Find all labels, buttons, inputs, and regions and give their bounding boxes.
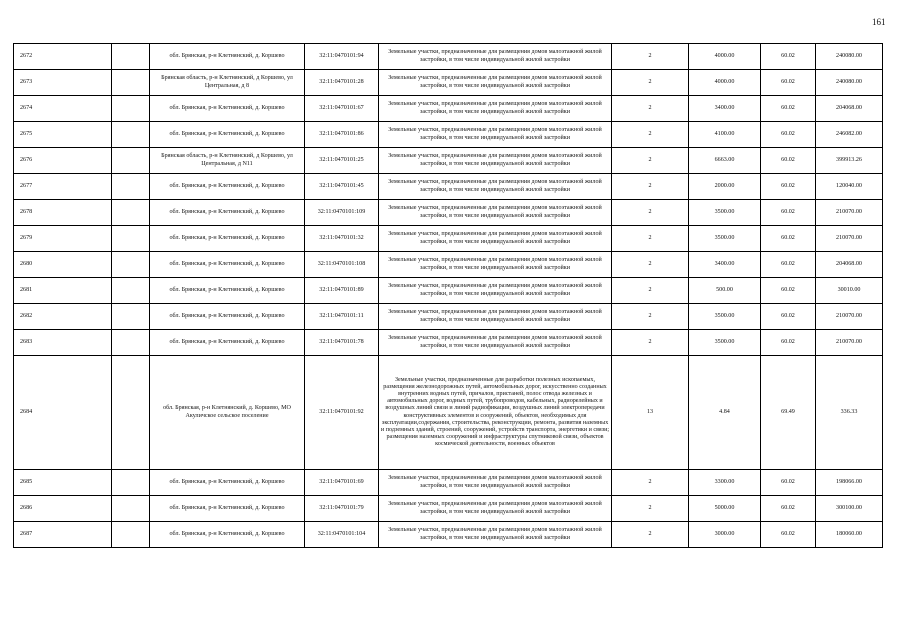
address-cell: обл. Брянская, р-н Клетнянский, д. Коршево [150, 252, 305, 278]
area-cell: 4.84 [689, 356, 761, 470]
cadastral-number-cell: 32:11:0470101:89 [305, 278, 379, 304]
cadastral-value-cell: 210070.00 [816, 200, 883, 226]
spacer-cell [112, 356, 150, 470]
address-cell: обл. Брянская, р-н Клетнянский, д. Коршево [150, 226, 305, 252]
table-row [14, 200, 883, 226]
cadastral-number-cell: 32:11:0470101:109 [305, 200, 379, 226]
row-number: 2678 [14, 200, 112, 226]
area-cell: 5000.00 [689, 496, 761, 522]
specific-value-cell: 60.02 [761, 148, 816, 174]
land-use-cell: Земельные участки, предназначенные для размещения домов малоэтажной жилой застройки, в том числе индивидуальной жилой застройки [379, 496, 612, 522]
area-cell: 6663.00 [689, 148, 761, 174]
cadastral-number-cell: 32:11:0470101:79 [305, 496, 379, 522]
land-use-cell: Земельные участки, предназначенные для размещения домов малоэтажной жилой застройки, в том числе индивидуальной жилой застройки [379, 122, 612, 148]
address-cell: обл. Брянская, р-н Клетнянский, д. Коршево [150, 470, 305, 496]
cadastral-number-cell: 32:11:0470101:86 [305, 122, 379, 148]
area-cell: 3400.00 [689, 96, 761, 122]
land-use-cell: Земельные участки, предназначенные для размещения домов малоэтажной жилой застройки, в том числе индивидуальной жилой застройки [379, 470, 612, 496]
row-number: 2687 [14, 522, 112, 548]
address-cell: обл. Брянская, р-н Клетнянский, д. Коршево [150, 304, 305, 330]
row-number: 2677 [14, 174, 112, 200]
area-cell: 3500.00 [689, 226, 761, 252]
land-use-cell: Земельные участки, предназначенные для размещения домов малоэтажной жилой застройки, в том числе индивидуальной жилой застройки [379, 200, 612, 226]
cadastral-value-cell: 204068.00 [816, 96, 883, 122]
spacer-cell [112, 330, 150, 356]
spacer-cell [112, 44, 150, 70]
cadastral-number-cell: 32:11:0470101:32 [305, 226, 379, 252]
area-cell: 3300.00 [689, 470, 761, 496]
group-number-cell: 2 [612, 252, 689, 278]
group-number-cell: 2 [612, 70, 689, 96]
group-number-cell: 2 [612, 148, 689, 174]
group-number-cell: 2 [612, 226, 689, 252]
row-number: 2673 [14, 70, 112, 96]
table-row [14, 278, 883, 304]
specific-value-cell: 69.49 [761, 356, 816, 470]
group-number-cell: 2 [612, 44, 689, 70]
specific-value-cell: 60.02 [761, 200, 816, 226]
cadastral-value-cell: 210070.00 [816, 330, 883, 356]
spacer-cell [112, 70, 150, 96]
address-cell: обл. Брянская, р-н Клетнянский, д. Коршево, МО Акуличское сельское поселение [150, 356, 305, 470]
table-row [14, 96, 883, 122]
area-cell: 4000.00 [689, 70, 761, 96]
row-number: 2676 [14, 148, 112, 174]
cadastral-number-cell: 32:11:0470101:108 [305, 252, 379, 278]
spacer-cell [112, 96, 150, 122]
spacer-cell [112, 200, 150, 226]
table-row [14, 522, 883, 548]
row-number: 2686 [14, 496, 112, 522]
table-row [14, 174, 883, 200]
area-cell: 4100.00 [689, 122, 761, 148]
cadastral-number-cell: 32:11:0470101:92 [305, 356, 379, 470]
land-use-cell: Земельные участки, предназначенные для размещения домов малоэтажной жилой застройки, в том числе индивидуальной жилой застройки [379, 304, 612, 330]
land-use-cell: Земельные участки, предназначенные для размещения домов малоэтажной жилой застройки, в том числе индивидуальной жилой застройки [379, 96, 612, 122]
area-cell: 3000.00 [689, 522, 761, 548]
address-cell: обл. Брянская, р-н Клетнянский, д. Коршево [150, 330, 305, 356]
address-cell: обл. Брянская, р-н Клетнянский, д. Коршево [150, 278, 305, 304]
spacer-cell [112, 470, 150, 496]
address-cell: Брянская область, р-н Клетнянский, д Коршево, ул Центральная, д N11 [150, 148, 305, 174]
cadastral-number-cell: 32:11:0470101:104 [305, 522, 379, 548]
cadastral-number-cell: 32:11:0470101:45 [305, 174, 379, 200]
specific-value-cell: 60.02 [761, 330, 816, 356]
address-cell: обл. Брянская, р-н Клетнянский, д. Коршево [150, 96, 305, 122]
spacer-cell [112, 278, 150, 304]
specific-value-cell: 60.02 [761, 278, 816, 304]
group-number-cell: 2 [612, 96, 689, 122]
land-use-cell: Земельные участки, предназначенные для размещения домов малоэтажной жилой застройки, в том числе индивидуальной жилой застройки [379, 226, 612, 252]
cadastral-value-cell: 180060.00 [816, 522, 883, 548]
cadastral-number-cell: 32:11:0470101:69 [305, 470, 379, 496]
cadastral-value-cell: 30010.00 [816, 278, 883, 304]
spacer-cell [112, 122, 150, 148]
area-cell: 500.00 [689, 278, 761, 304]
table-row [14, 122, 883, 148]
table-row [14, 496, 883, 522]
cadastral-value-cell: 240080.00 [816, 44, 883, 70]
specific-value-cell: 60.02 [761, 252, 816, 278]
spacer-cell [112, 174, 150, 200]
table-row [14, 356, 883, 470]
cadastral-number-cell: 32:11:0470101:25 [305, 148, 379, 174]
group-number-cell: 2 [612, 200, 689, 226]
cadastral-value-cell: 399913.26 [816, 148, 883, 174]
table-row [14, 44, 883, 70]
spacer-cell [112, 304, 150, 330]
land-use-cell: Земельные участки, предназначенные для размещения домов малоэтажной жилой застройки, в том числе индивидуальной жилой застройки [379, 44, 612, 70]
specific-value-cell: 60.02 [761, 522, 816, 548]
address-cell: Брянская область, р-н Клетнянский, д Коршево, ул Центральная, д 8 [150, 70, 305, 96]
cadastral-value-cell: 336.33 [816, 356, 883, 470]
area-cell: 3500.00 [689, 330, 761, 356]
cadastral-number-cell: 32:11:0470101:94 [305, 44, 379, 70]
specific-value-cell: 60.02 [761, 226, 816, 252]
land-use-cell: Земельные участки, предназначенные для размещения домов малоэтажной жилой застройки, в том числе индивидуальной жилой застройки [379, 522, 612, 548]
land-use-cell: Земельные участки, предназначенные для разработки полезных ископаемых, размещения железнодорожных путей, автомобильных дорог, искусственно созданных внутренних водных путей, причалов, пристаней, полос отвода железных и автомобильных дорог, водных путей, трубопроводов, кабельных, радиорелейных и воздушных линий связи и линий радиофикации, воздушных линий электропередачи конструктивных элементов и сооружений, объектов, необходимых для эксплуатации,содержания, строительства, реконструкции, ремонта, развития наземных и подземных зданий, строений, сооружений, устройств транспорта, энергетики и связи; размещения наземных сооружений и инфраструктуры спутниковой связи, объектов космической деятельности, военных объектов [379, 356, 612, 470]
specific-value-cell: 60.02 [761, 70, 816, 96]
row-number: 2680 [14, 252, 112, 278]
area-cell: 4000.00 [689, 44, 761, 70]
group-number-cell: 2 [612, 496, 689, 522]
spacer-cell [112, 148, 150, 174]
row-number: 2674 [14, 96, 112, 122]
spacer-cell [112, 226, 150, 252]
specific-value-cell: 60.02 [761, 470, 816, 496]
table-row [14, 304, 883, 330]
row-number: 2683 [14, 330, 112, 356]
address-cell: обл. Брянская, р-н Клетнянский, д. Коршево [150, 122, 305, 148]
row-number: 2684 [14, 356, 112, 470]
area-cell: 3500.00 [689, 304, 761, 330]
cadastral-value-table [13, 43, 883, 548]
cadastral-value-cell: 240080.00 [816, 70, 883, 96]
row-number: 2672 [14, 44, 112, 70]
cadastral-number-cell: 32:11:0470101:78 [305, 330, 379, 356]
cadastral-value-cell: 120040.00 [816, 174, 883, 200]
cadastral-number-cell: 32:11:0470101:11 [305, 304, 379, 330]
table-row [14, 226, 883, 252]
cadastral-value-cell: 204068.00 [816, 252, 883, 278]
group-number-cell: 2 [612, 304, 689, 330]
group-number-cell: 2 [612, 122, 689, 148]
row-number: 2679 [14, 226, 112, 252]
group-number-cell: 2 [612, 278, 689, 304]
area-cell: 2000.00 [689, 174, 761, 200]
spacer-cell [112, 522, 150, 548]
cadastral-number-cell: 32:11:0470101:67 [305, 96, 379, 122]
address-cell: обл. Брянская, р-н Клетнянский, д. Коршево [150, 174, 305, 200]
cadastral-value-cell: 210070.00 [816, 226, 883, 252]
row-number: 2682 [14, 304, 112, 330]
address-cell: обл. Брянская, р-н Клетнянский, д. Коршево [150, 522, 305, 548]
specific-value-cell: 60.02 [761, 122, 816, 148]
land-use-cell: Земельные участки, предназначенные для размещения домов малоэтажной жилой застройки, в том числе индивидуальной жилой застройки [379, 70, 612, 96]
cadastral-value-cell: 198066.00 [816, 470, 883, 496]
address-cell: обл. Брянская, р-н Клетнянский, д. Коршево [150, 496, 305, 522]
land-use-cell: Земельные участки, предназначенные для размещения домов малоэтажной жилой застройки, в том числе индивидуальной жилой застройки [379, 278, 612, 304]
cadastral-value-cell: 300100.00 [816, 496, 883, 522]
row-number: 2685 [14, 470, 112, 496]
land-use-cell: Земельные участки, предназначенные для размещения домов малоэтажной жилой застройки, в том числе индивидуальной жилой застройки [379, 148, 612, 174]
cadastral-value-cell: 246082.00 [816, 122, 883, 148]
specific-value-cell: 60.02 [761, 96, 816, 122]
land-use-cell: Земельные участки, предназначенные для размещения домов малоэтажной жилой застройки, в том числе индивидуальной жилой застройки [379, 330, 612, 356]
table-row [14, 330, 883, 356]
table-body [14, 44, 883, 548]
cadastral-number-cell: 32:11:0470101:28 [305, 70, 379, 96]
group-number-cell: 2 [612, 174, 689, 200]
area-cell: 3400.00 [689, 252, 761, 278]
specific-value-cell: 60.02 [761, 44, 816, 70]
specific-value-cell: 60.02 [761, 174, 816, 200]
group-number-cell: 2 [612, 470, 689, 496]
address-cell: обл. Брянская, р-н Клетнянский, д. Коршево [150, 200, 305, 226]
cadastral-value-cell: 210070.00 [816, 304, 883, 330]
row-number: 2681 [14, 278, 112, 304]
group-number-cell: 2 [612, 330, 689, 356]
address-cell: обл. Брянская, р-н Клетнянский, д. Коршево [150, 44, 305, 70]
group-number-cell: 2 [612, 522, 689, 548]
table-row [14, 252, 883, 278]
specific-value-cell: 60.02 [761, 496, 816, 522]
table-row [14, 70, 883, 96]
table-row [14, 148, 883, 174]
page-number: 161 [872, 17, 886, 27]
spacer-cell [112, 252, 150, 278]
land-use-cell: Земельные участки, предназначенные для размещения домов малоэтажной жилой застройки, в том числе индивидуальной жилой застройки [379, 174, 612, 200]
spacer-cell [112, 496, 150, 522]
group-number-cell: 13 [612, 356, 689, 470]
area-cell: 3500.00 [689, 200, 761, 226]
table-row [14, 470, 883, 496]
row-number: 2675 [14, 122, 112, 148]
specific-value-cell: 60.02 [761, 304, 816, 330]
land-use-cell: Земельные участки, предназначенные для размещения домов малоэтажной жилой застройки, в том числе индивидуальной жилой застройки [379, 252, 612, 278]
